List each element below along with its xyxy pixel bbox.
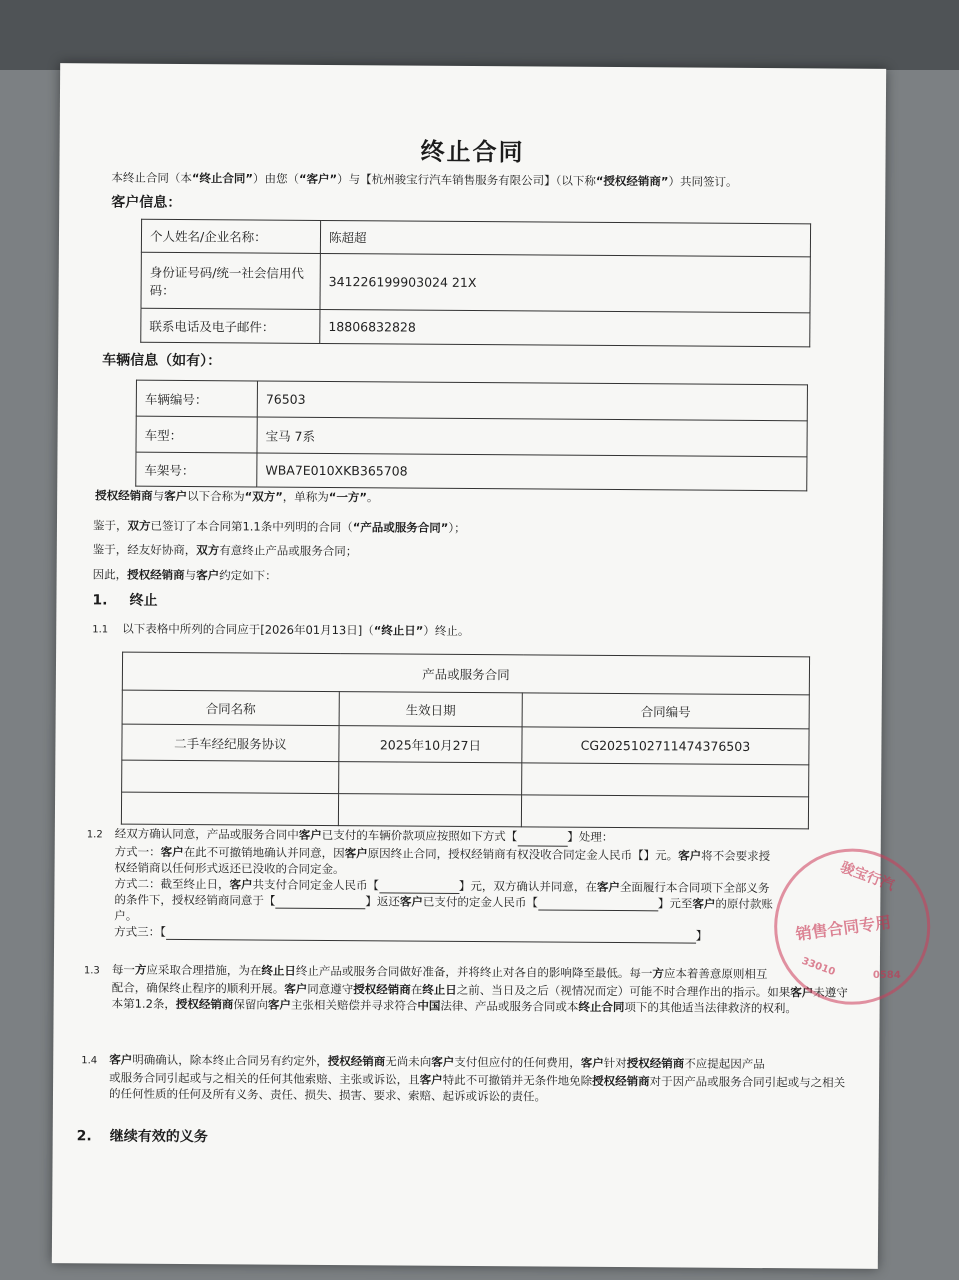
clause-text: 特此不可撤销并无条件地免除 (442, 1072, 593, 1088)
parties-text: 客户 (164, 488, 188, 504)
clause-1-3 (84, 961, 854, 1016)
parties-text: 以下合称为 (187, 489, 245, 504)
table-header-row (122, 690, 809, 729)
clause-text: 终止合同 (578, 999, 625, 1015)
clause-text: 应本着善意原则相互 (663, 966, 768, 982)
customer-name-value: 陈超超 (320, 220, 810, 256)
customer-info-table (140, 219, 811, 348)
intro-text: ）由您（ (252, 171, 300, 186)
empty-cell (122, 760, 339, 794)
table-row (136, 380, 807, 421)
clause-text: 授权经销商 (175, 996, 234, 1012)
clause-text: 客户 (790, 985, 814, 1000)
vehicle-info-table (135, 380, 808, 492)
section-title: 终止 (129, 592, 158, 609)
clause-text: 户。 (114, 908, 138, 923)
vehicle-model-label: 车型： (136, 416, 257, 453)
seal-text: 骏宝行汽 (838, 859, 897, 894)
clause-text: 】 (695, 928, 708, 943)
clause-text: 授权经销商 (592, 1073, 650, 1089)
clause-text: 对于因产品或服务合同 (649, 1074, 765, 1090)
clause-text: 中国 (417, 998, 441, 1013)
clause-1-3-body (84, 979, 854, 1016)
section-2-heading (77, 1125, 208, 1146)
clause-text: 无尚未向 (385, 1054, 432, 1069)
desk-background (0, 0, 959, 70)
intro-text: 本终止合同（本 (111, 170, 192, 186)
table-row (141, 308, 810, 347)
clause-text: 每一 (111, 962, 135, 977)
whereas-paragraph-1 (93, 517, 466, 536)
clause-text: 客户 (344, 846, 368, 861)
clause-text: 客户 (431, 1054, 455, 1069)
empty-cell (121, 792, 338, 826)
column-header: 生效日期 (339, 692, 522, 727)
vehicle-vin-label: 车架号： (136, 452, 257, 487)
blank-line (517, 834, 567, 846)
clause-number: 1.2 (86, 829, 103, 841)
clause-text: 客户 (267, 997, 291, 1012)
intro-text: ）共同签订。 (668, 174, 738, 189)
clause-text: 权经销商以任何形式返还已没收的合同定金。 (114, 860, 345, 877)
clause-text: 不应提起因产品 (684, 1056, 765, 1072)
intro-paragraph (111, 169, 737, 189)
section-1-heading (92, 589, 157, 609)
clause-text: 方式三：【 (114, 924, 166, 939)
clause-text: 终止产品或服务合同做好准备，并将终止对各自的影响降至最低。每一 (295, 963, 653, 981)
therefore-text: 授权经销商 (127, 567, 185, 583)
clause-text: 客户 (580, 1055, 604, 1070)
clause-number: 1.4 (81, 1055, 98, 1067)
clause-text: 应采取合理措施，为在 (146, 962, 262, 978)
column-header: 合同名称 (122, 690, 339, 726)
seal-text: 33010 (800, 955, 837, 979)
therefore-text: 客户 (196, 568, 220, 583)
clause-text: ）终止。 (423, 623, 470, 639)
parties-text: 授权经销商 (95, 488, 153, 503)
document-page (52, 63, 901, 1269)
blank-line (538, 898, 658, 911)
clause-text: 授权经销商 (327, 1054, 386, 1069)
blank-line (379, 881, 459, 894)
table-row (136, 416, 807, 457)
clause-text: 以下表格中所列的合同应于[2026年01月13日]（ (122, 621, 374, 638)
clause-text: 授权经销商 (353, 982, 411, 997)
clause-text: 客户 (160, 844, 184, 860)
clause-text: 原因终止合同，授权经销商有权没收合同定金人民币【】元。 (367, 846, 679, 863)
clause-text: 或服务合同引起或与之相关的任何其他索赔、主张或诉讼，且 (109, 1070, 420, 1087)
clause-text: 方 (652, 966, 664, 981)
vehicle-number-label: 车辆编号： (136, 380, 257, 417)
empty-cell (339, 762, 522, 795)
clause-text: 之前、当日及之后（视情况而定）可能不时合理作出的指示。 (456, 982, 768, 1000)
vehicle-number-value: 76503 (257, 381, 807, 421)
empty-cell (338, 794, 521, 827)
clause-text: 经双方确认同意，产品或服务合同中 (114, 826, 299, 842)
clause-text: 未遵守本第1.2条， (111, 985, 848, 1011)
clause-1-4 (81, 1051, 853, 1106)
clause-text: “终止日” (373, 623, 424, 638)
column-header: 合同编号 (522, 693, 809, 729)
clause-text: 】处理： (567, 829, 614, 845)
whereas-text: 有意终止产品或服务合同； (219, 543, 358, 559)
clause-text: 法律、产品或服务合同或本 (440, 998, 579, 1014)
contract-name-cell: 二手车经纪服务协议 (122, 724, 339, 762)
whereas-text: 已签订了本合同第1.1条中列明的合同（ (150, 518, 353, 535)
intro-text: ）与【杭州骏宝行汽车销售服务有限公司】（以下称 (337, 172, 596, 188)
clause-text: 终止日 (261, 963, 296, 978)
clause-1-4-body (81, 1069, 853, 1106)
parties-paragraph (95, 487, 378, 505)
therefore-text: 约定如下： (219, 568, 277, 583)
company-seal (774, 848, 931, 1005)
table-row (136, 452, 807, 491)
whereas-text: 鉴于，经友好协商， (92, 542, 197, 558)
clause-1-1 (92, 620, 469, 641)
blank-line (275, 897, 365, 910)
contract-date-cell: 2025年10月27日 (339, 726, 522, 763)
clause-1-2-method-1 (87, 843, 857, 880)
empty-cell (522, 763, 809, 797)
clause-1-2-method-2 (86, 875, 856, 928)
clause-text: 客户 (109, 1052, 133, 1067)
empty-cell (521, 795, 808, 829)
clause-text: 方式二：截至终止日， (114, 876, 230, 892)
clause-text: 的条件下，授权经销商同意于【 (114, 892, 276, 908)
therefore-text: 因此， (92, 567, 128, 582)
vehicle-model-value: 宝马 7系 (257, 417, 807, 457)
clause-text: 客户 (596, 879, 621, 895)
whereas-text: “产品或服务合同” (352, 520, 449, 535)
customer-info-heading: 客户信息： (111, 194, 182, 211)
table-row (121, 792, 808, 829)
contract-table (121, 652, 810, 830)
table-row (141, 252, 810, 313)
clause-text: 】元，双方确认并同意，在 (458, 878, 598, 894)
clause-number: 1.3 (83, 965, 100, 977)
blank-line (166, 928, 696, 944)
clause-text: 方式一： (114, 844, 161, 859)
clause-text: 适当法律救济的权利。 (681, 1000, 797, 1016)
clause-text: 的原付款账 (715, 896, 773, 912)
clause-text: 客户 (399, 894, 423, 909)
section-number: 1. (92, 592, 108, 609)
clause-text: 配合，确保终止程序的顺利开展。 (111, 980, 285, 996)
whereas-text: 双方 (127, 518, 151, 533)
clause-text: 客户 (678, 848, 702, 863)
parties-text: 。 (366, 490, 379, 505)
clause-number: 1.1 (92, 624, 109, 636)
section-number: 2. (76, 1128, 92, 1145)
clause-text: 在 (410, 982, 423, 997)
intro-term: “授权经销商” (595, 173, 669, 189)
customer-contact-label: 联系电话及电子邮件： (141, 308, 320, 343)
table-row (122, 724, 809, 765)
document-title: 终止合同 (420, 137, 525, 167)
customer-contact-value: 18806832828 (320, 309, 810, 346)
clause-text: 明确确认，除本终止合同另有约定外， (132, 1052, 328, 1069)
clause-text: 授权经销商 (626, 1056, 685, 1071)
clause-text: 引起或与之相关的任何性质的任何及所有义务、责任、损失、损害、要求、索赔、起诉或诉讼的责任。 (108, 1075, 846, 1104)
whereas-text: 鉴于， (92, 518, 128, 533)
parties-text: “一方” (328, 490, 367, 505)
clause-text: 已支付的车辆价款项应按照如下方式【 (321, 827, 518, 844)
customer-id-label: 身份证号码/统一社会信用代码： (141, 252, 320, 309)
seal-text: 0584 (872, 969, 901, 982)
customer-name-label: 个人姓名/企业名称： (141, 219, 320, 253)
clause-text: 客户 (229, 877, 253, 892)
clause-text: 共支付合同定金人民币【 (252, 877, 380, 893)
seal-text: 销售合同专用 (794, 912, 893, 944)
section-title: 继续有效的义务 (109, 1128, 208, 1146)
clause-text: 终止日 (422, 982, 457, 997)
clause-text: 方 (134, 962, 147, 977)
intro-term: “终止合同” (191, 171, 254, 186)
table-row (122, 760, 809, 797)
table-row (122, 652, 809, 695)
clause-text: 项下的其他 (624, 1000, 682, 1015)
intro-term: “客户” (298, 171, 338, 187)
contract-table-caption: 产品或服务合同 (122, 652, 809, 695)
contract-number-cell: CG2025102711474376503 (522, 727, 809, 765)
whereas-paragraph-2 (93, 541, 358, 559)
vehicle-info-heading: 车辆信息（如有）： (102, 352, 222, 370)
clause-1-2 (86, 825, 857, 944)
clause-text: 客户 (284, 981, 308, 996)
clause-text: 将不会要求授 (701, 848, 771, 864)
clause-text: 客户 (419, 1072, 443, 1087)
clause-text: 全面履行本合同项下全部义务 (619, 880, 770, 896)
clause-text: 客户 (298, 827, 322, 842)
clause-text: 】返还 (365, 894, 400, 909)
customer-id-value: 341226199903024 21X (320, 253, 810, 312)
clause-text: 】元至 (657, 896, 693, 911)
clause-text: 同意遵守 (307, 981, 354, 997)
clause-text: 主张相关赔偿并寻求符合 (290, 997, 418, 1013)
therefore-text: 与 (184, 568, 197, 583)
vehicle-vin-value: WBA7E010XKB365708 (257, 453, 807, 491)
parties-text: “双方” (244, 489, 283, 504)
parties-text: 与 (152, 488, 165, 503)
clause-text: 如果 (767, 985, 791, 1000)
parties-text: ，单称为 (282, 489, 329, 505)
clause-text: 针对 (603, 1055, 627, 1071)
whereas-text: ）； (448, 520, 466, 535)
clause-text: 已支付的定金人民币【 (422, 894, 538, 910)
clause-text: 支付但应付的任何费用， (454, 1054, 581, 1070)
clause-text: 在此不可撤销地确认并同意，因 (183, 845, 345, 861)
clause-text: 客户 (692, 896, 716, 911)
whereas-text: 双方 (196, 543, 220, 558)
table-row (141, 219, 810, 257)
clause-text: 保留向 (233, 997, 268, 1012)
therefore-paragraph (93, 566, 277, 583)
